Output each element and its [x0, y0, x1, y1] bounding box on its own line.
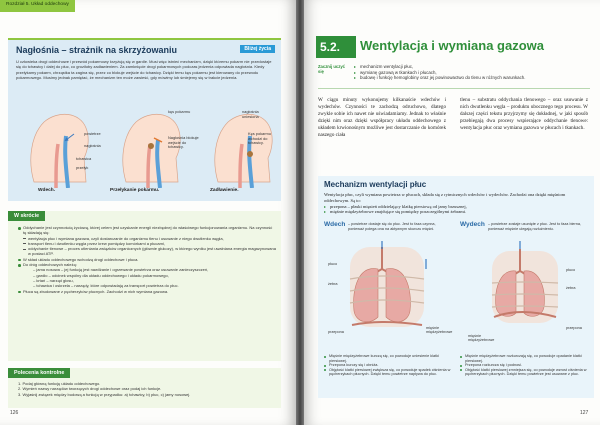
summary-item: – jama nosowa – jej funkcją jest nawilżanie i ogrzewanie powietrza oraz usuwanie zanieczyszczeń, [33, 267, 209, 273]
mechanism-bullet: ▸ mięśnie międzyżebrowe znajdujące się pomiędzy poszczególnymi żebrami. [324, 209, 588, 215]
page-number-right: 127 [580, 410, 589, 416]
mechanism-box [318, 176, 594, 398]
goal-item: ▸ wymianę gazową w tkankach i płucach, [354, 70, 594, 76]
summary-box [8, 211, 281, 361]
review-item: 1. Podaj główną funkcję układu oddechowego. [18, 381, 101, 386]
mechanism-text [324, 192, 588, 215]
label-naglosnia-uniesiona: nagłośnia uniesiona [242, 109, 259, 119]
body-column-1: W ciągu minuty wykonujemy kilkanaście wdechów i wydechów. Czynności te zachodzą odruchowo, dlatego zwykle sobie ich nawet nie uświadamiamy. Jednak to właśnie dzięki nim oraz dzięki współpracy układu oddechowego z układem krwionośnym możliwe jest dostarczanie do komórek naszego ciała [318, 97, 446, 138]
label-naglosnia: nagłośnia [84, 143, 101, 148]
box-text: U człowieka drogi oddechowe i przewód pokarmowy krzyżują się w gardle. Musi więc istnieć mechanizm, dzięki któremu pokarm nie przedostaje się do tchawicy i dalej do płuc, co groziłoby zadławieniem. Za zamknięcie drogi pokarmowych podczas jedzenia odpowiada nagłośnia. Kiedy przełykamy pokarm, chrząstka ta zagina się, przez co blokuje wejście do tchawicy. Dzięki temu kęs pokarmu jest kierowany do przewodu pokarmowego. Musimy jednak pamiętać, że mechanizm ten może zawieść, gdy mówimy lub śmiejemy się w trakcie jedzenia. [16, 59, 272, 81]
review-item: 2. Wymień nazwy narządów tworzących drogi oddechowe oraz podaj ich funkcje. [18, 386, 162, 392]
wydech-text: – powietrze zostaje usunięte z płuc. Jest to faza bierna, ponieważ mięśnie ulegają rozluźnieniu. [488, 222, 582, 231]
note-item: Przepona kurczy się i obniża. [324, 363, 454, 368]
mechanism-bullet: ▸ przepona – płaski mięsień oddzielający klatkę piersiową od jamy brzusznej, [324, 204, 588, 210]
notes-exhale [460, 354, 590, 377]
summary-item: Oddychanie jest czynnością życiową, której celem jest uzyskanie energii niezbędnej do właściwego funkcjonowania organizmu. Na czynność tę składają się: [18, 225, 276, 236]
summary-list [18, 225, 276, 294]
review-list [18, 381, 276, 397]
notes-inhale [324, 354, 454, 377]
goals-label: Zacznij uczyć się [318, 64, 345, 74]
summary-item: wentylacja płuc i wymiana gazowa, czyli dostarczanie do organizmu tlenu i usuwanie z niego dwutlenku węgla, [18, 236, 276, 241]
label-tchawica: tchawica [76, 156, 92, 161]
label-kes-wchodzi: Kęs pokarmu wchodzi do tchawicy. [248, 131, 271, 145]
review-head: Polecenia kontrolne [8, 368, 70, 378]
caption-wdech: Wdech. [38, 188, 56, 193]
summary-item: – krtań – narząd głosu, [33, 277, 74, 283]
summary-item: – gardło – odcinek wspólny dla układu oddechowego i układu pokarmowego, [33, 272, 169, 278]
left-page [0, 0, 296, 425]
wdech-text: – powietrze dostaje się do płuc. Jest to faza czynna, ponieważ polega ona na aktywnym skurczu mięśni. [348, 222, 436, 231]
section-number: 5.2. [316, 36, 356, 58]
right-label-miesnie: mięśnie międzyżebrowe [468, 334, 495, 342]
mechanism-title: Mechanizm wentylacji płuc [324, 180, 427, 189]
wydech-title: Wydech [460, 221, 485, 228]
note-item: Przepona rozkurcza się i podnosi. [460, 363, 590, 368]
epiglottis-box [8, 38, 281, 201]
lungs-exhale-illustration [460, 239, 590, 349]
box-badge: Bliżej życia [240, 45, 275, 53]
summary-head: W skrócie [8, 211, 45, 221]
summary-item: oddychanie tlenowe – proces utleniania związków organicznych (głównie glukozy), w którego wyniku jest uwalniana energia magazynowana w postaci ATP. [18, 246, 276, 257]
right-label-pluco: płuco [566, 268, 576, 272]
label-naglosnia-blokuje: Nagłośnia blokuje wejście do tchawicy. [168, 135, 199, 149]
label-powietrze: powietrze [84, 131, 101, 136]
right-label-przepona: przepona [566, 326, 582, 330]
lungs-exhale [460, 239, 590, 349]
label-kes: kęs pokarmu [168, 109, 191, 114]
epiglottis-drawings [14, 102, 276, 198]
epiglottis-illustration [14, 102, 276, 188]
summary-item: W skład układu oddechowego wchodzą drogi oddechowe i płuca. [18, 257, 276, 262]
section-title: Wentylacja i wymiana gazowa [360, 38, 544, 53]
body-column-2: tlenu – substratu oddychania tlenowego – oraz usuwanie z nich dwutlenku węgla – produktu ubocznego tego procesu. W dalszej części tekstu przyjrzymy się dokładnej, w jaki sposób przebiegają dwa procesy wspierające oddychanie tlenowe: wentylacja płuc oraz wymiana gazowa w płucach i tkankach. [460, 97, 588, 131]
page-number-left: 126 [10, 410, 19, 416]
left-label-miesnie: mięśnie międzyżebrowe [426, 326, 453, 334]
review-box [8, 368, 281, 408]
mechanism-intro: Wentylacja płuc, czyli wymiana powietrza w płucach, składa się z rytmicznych wdechów i wydechów. Zachodzi ona dzięki mięśniom oddechowym. Są to: [324, 192, 566, 203]
left-label-zebra: żebra [328, 282, 338, 286]
right-label-zebra: żebra [566, 286, 576, 290]
label-przelyk: przełyk [76, 165, 89, 170]
goal-item: ▸ budowę i funkcję hemoglobiny oraz jej powinowactwo do tlenu w różnych warunkach. [354, 75, 594, 81]
summary-item: transport tlenu i dwutlenku węgla przez krew pomiędzy komórkami a płucami, [18, 241, 276, 246]
right-page [304, 0, 600, 425]
note-item: Objętość klatki piersiowej zmniejsza się, co powoduje wzrost ciśnienia w pęcherzykach płucnych. Dzięki temu powietrze jest usuwane z płuc. [460, 368, 590, 377]
box-title: Nagłośnia – strażnik na skrzyżowaniu [16, 45, 178, 55]
goals-list [354, 64, 594, 81]
left-label-przepona: przepona [328, 330, 344, 334]
book-gutter [296, 0, 304, 425]
note-item: Objętość klatki piersiowej zwiększa się, co powoduje spadek ciśnienia w pęcherzykach płucnych. Dzięki temu powietrze napływa do płuc. [324, 368, 454, 377]
note-item: Mięśnie międzyżebrowe kurczą się, co powoduje uniesienie klatki piersiowej. [324, 354, 454, 363]
goal-item: ▸ mechanizm wentylacji płuc, [354, 64, 594, 70]
chapter-tab: Rozdział 5. Układ oddechowy [0, 0, 75, 12]
caption-przelykanie: Przełykanie pokarmu. [110, 188, 160, 193]
left-label-pluco: płuco [328, 262, 338, 266]
review-item: 3. Wyjaśnij związek między budową a funkcją w przypadku: a) tchawicy, b) płuc, c) jamy nosowej. [18, 391, 191, 397]
summary-item: Płuca są zbudowane z pęcherzyków płucnych. Zachodzi w nich wymiana gazowa. [18, 289, 276, 294]
summary-item: Do dróg oddechowych należą: [18, 262, 276, 267]
summary-item: – tchawica i oskrzela – narządy, które odpowiadają za transport powietrza do płuc. [33, 283, 179, 289]
divider [318, 88, 590, 89]
note-item: Mięśnie międzyżebrowe rozkurczają się, co powoduje opadanie klatki piersiowej. [460, 354, 590, 363]
caption-zadlawienie: Zadławienie. [210, 188, 239, 193]
wdech-title: Wdech [324, 221, 346, 228]
